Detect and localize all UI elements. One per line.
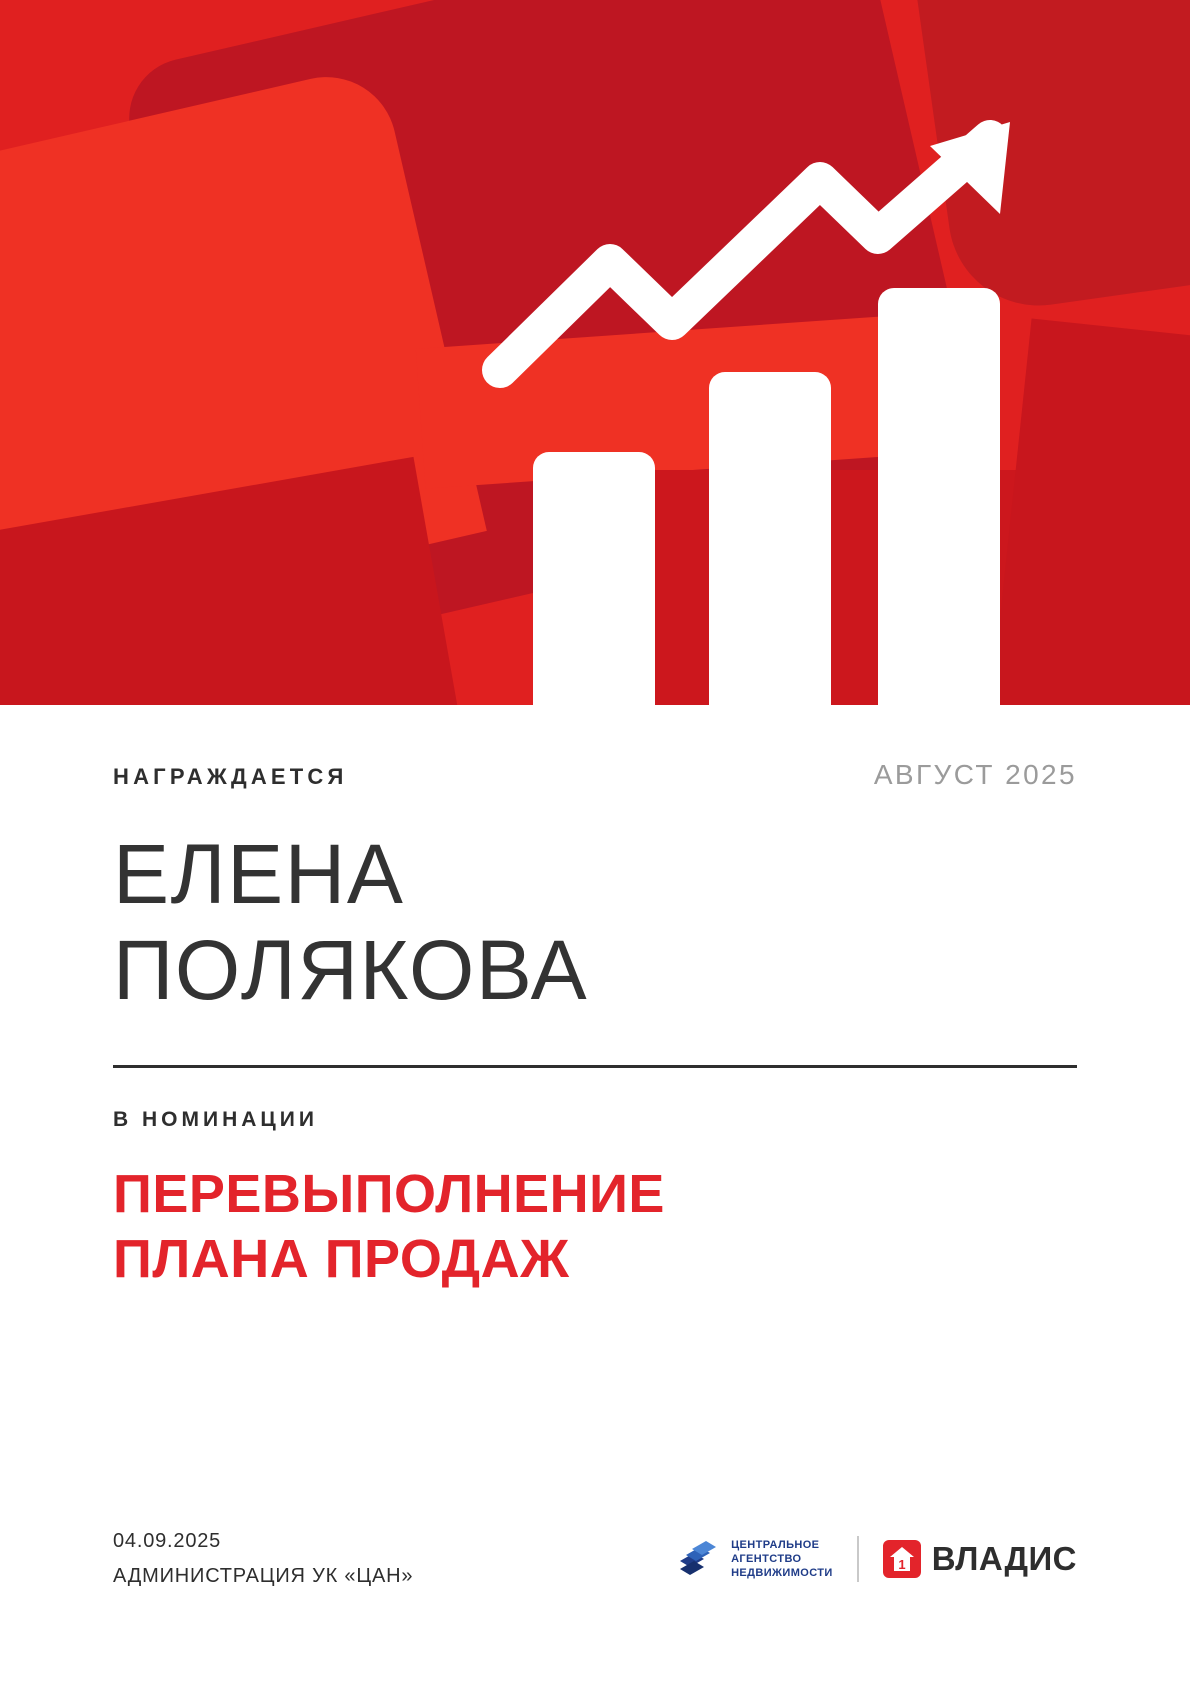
- footer-logos: [676, 1536, 1077, 1582]
- award-header-row: [113, 759, 1077, 791]
- certificate-body: [0, 705, 1190, 1684]
- can-logo-text: [731, 1538, 833, 1580]
- nomination-title-line-1: ПЕРЕВЫПОЛНЕНИЕ: [113, 1163, 665, 1224]
- upward-trend-arrow-icon: [0, 0, 1190, 705]
- vladis-house-icon: [883, 1540, 921, 1578]
- hero-banner: [0, 0, 1190, 705]
- nomination-title: [113, 1162, 1077, 1294]
- growth-chart-illustration: [0, 0, 1190, 705]
- vladis-logo-text: ВЛАДИС: [931, 1540, 1077, 1577]
- section-divider: [113, 1065, 1077, 1068]
- can-logo-line-3: НЕДВИЖИМОСТИ: [731, 1567, 833, 1580]
- nomination-label: В НОМИНАЦИИ: [113, 1107, 318, 1131]
- nomination-title-line-2: ПЛАНА ПРОДАЖ: [113, 1229, 570, 1290]
- can-logo-mark-icon: [676, 1539, 722, 1579]
- logo-separator: [857, 1536, 859, 1582]
- vladis-logo: [883, 1540, 1077, 1578]
- recipient-name: [113, 827, 1077, 1019]
- issuer-name: АДМИНИСТРАЦИЯ УК «ЦАН»: [113, 1565, 414, 1587]
- recipient-name-line-1: ЕЛЕНА: [113, 827, 405, 921]
- certificate-footer: [113, 1524, 1077, 1594]
- can-logo-line-2: АГЕНТСТВО: [731, 1552, 802, 1565]
- footer-issuer-block: [113, 1524, 413, 1594]
- can-logo: [676, 1538, 833, 1580]
- issue-date: 04.09.2025: [113, 1530, 222, 1552]
- can-logo-line-1: ЦЕНТРАЛЬНОЕ: [731, 1538, 820, 1551]
- recipient-name-line-2: ПОЛЯКОВА: [113, 922, 589, 1017]
- awarded-label: НАГРАЖДАЕТСЯ: [113, 764, 348, 789]
- award-period: АВГУСТ 2025: [873, 759, 1077, 790]
- svg-text:1: 1: [898, 1557, 906, 1572]
